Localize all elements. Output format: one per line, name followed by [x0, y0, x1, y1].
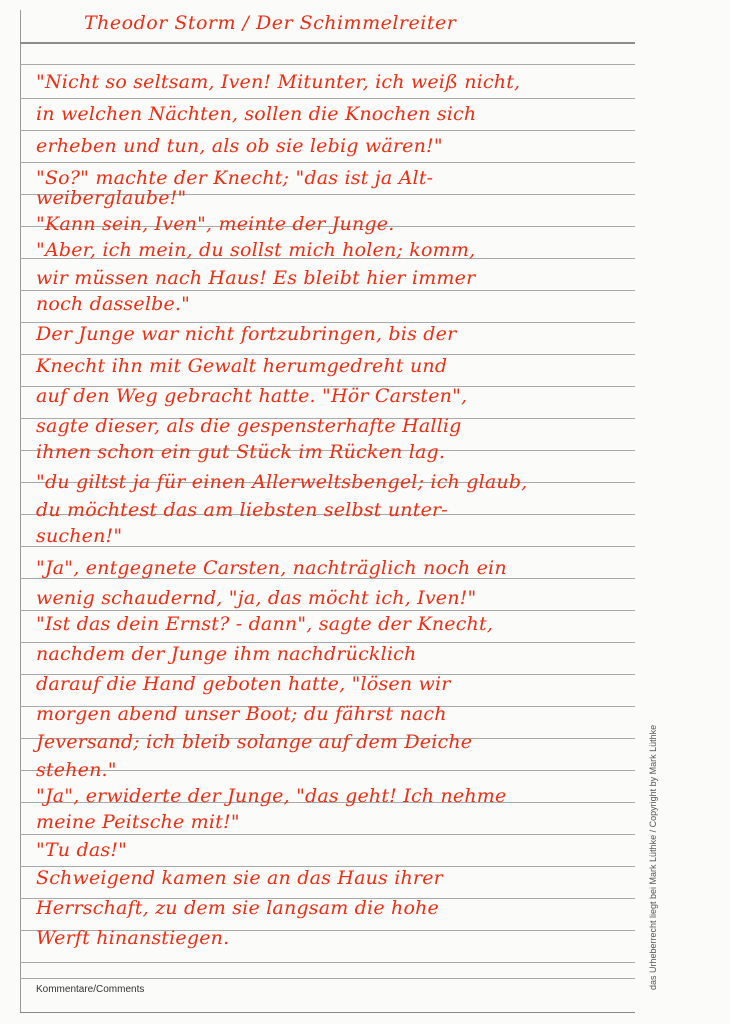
rule-line	[20, 98, 635, 99]
text-line: "Nicht so seltsam, Iven! Mitunter, ich weiß nicht,	[36, 71, 521, 93]
text-line: erheben und tun, als ob sie lebig wären!"	[36, 135, 443, 157]
text-line: "Ist das dein Ernst? - dann", sagte der Knecht,	[36, 613, 494, 635]
text-line: "Ja", entgegnete Carsten, nachträglich noch ein	[36, 557, 507, 579]
rule-line	[20, 64, 635, 65]
text-line: "Ja", erwiderte der Junge, "das geht! Ich nehme	[36, 785, 507, 807]
text-line: du möchtest das am liebsten selbst unter-	[36, 499, 448, 521]
rule-line	[20, 834, 635, 835]
rule-line	[20, 962, 635, 963]
comments-label: Kommentare/Comments	[36, 984, 145, 995]
text-line: "Kann sein, Iven", meinte der Junge.	[36, 213, 395, 235]
text-line: "du giltst ja für einen Allerweltsbengel; ich glaub,	[36, 471, 528, 493]
text-line: Der Junge war nicht fortzubringen, bis der	[36, 323, 457, 345]
title-rule	[20, 42, 635, 44]
text-line: ihnen schon ein gut Stück im Rücken lag.	[36, 441, 446, 463]
text-line: meine Peitsche mit!"	[36, 811, 240, 833]
comments-box-bottom	[20, 1012, 635, 1013]
text-line: Herrschaft, zu dem sie langsam die hohe	[36, 897, 439, 919]
rule-line	[20, 130, 635, 131]
text-line: morgen abend unser Boot; du fährst nach	[36, 703, 447, 725]
text-line: Jeversand; ich bleib solange auf dem Deiche	[36, 731, 473, 753]
copyright-notice: das Urheberrecht liegt bei Mark Lüthke / Copyright by Mark Lüthke	[648, 724, 658, 990]
text-line: stehen."	[36, 759, 117, 781]
rule-line	[20, 610, 635, 611]
text-line: auf den Weg gebracht hatte. "Hör Carsten",	[36, 385, 468, 407]
rule-line	[20, 290, 635, 291]
text-line: "So?" machte der Knecht; "das ist ja Alt-	[36, 167, 434, 189]
text-line: wenig schaudernd, "ja, das möcht ich, Iven!"	[36, 587, 477, 609]
text-line: wir müssen nach Haus! Es bleibt hier immer	[36, 267, 476, 289]
text-line: Schweigend kamen sie an das Haus ihrer	[36, 867, 443, 889]
text-line: suchen!"	[36, 525, 123, 547]
text-line: noch dasselbe."	[36, 293, 191, 315]
text-line: sagte dieser, als die gespensterhafte Hallig	[36, 415, 462, 437]
text-line: nachdem der Junge ihm nachdrücklich	[36, 643, 417, 665]
page-title: Theodor Storm / Der Schimmelreiter	[84, 12, 457, 34]
text-line: Werft hinanstiegen.	[36, 927, 230, 949]
text-line: darauf die Hand geboten hatte, "lösen wir	[36, 673, 451, 695]
page-frame-left	[20, 10, 21, 1012]
rule-line	[20, 162, 635, 163]
text-line: "Tu das!"	[36, 839, 128, 861]
text-line: "Aber, ich mein, du sollst mich holen; komm,	[36, 239, 476, 261]
text-line: in welchen Nächten, sollen die Knochen sich	[36, 103, 477, 125]
text-line: weiberglaube!"	[36, 187, 187, 209]
rule-line	[20, 978, 635, 979]
text-line: Knecht ihn mit Gewalt herumgedreht und	[36, 355, 448, 377]
